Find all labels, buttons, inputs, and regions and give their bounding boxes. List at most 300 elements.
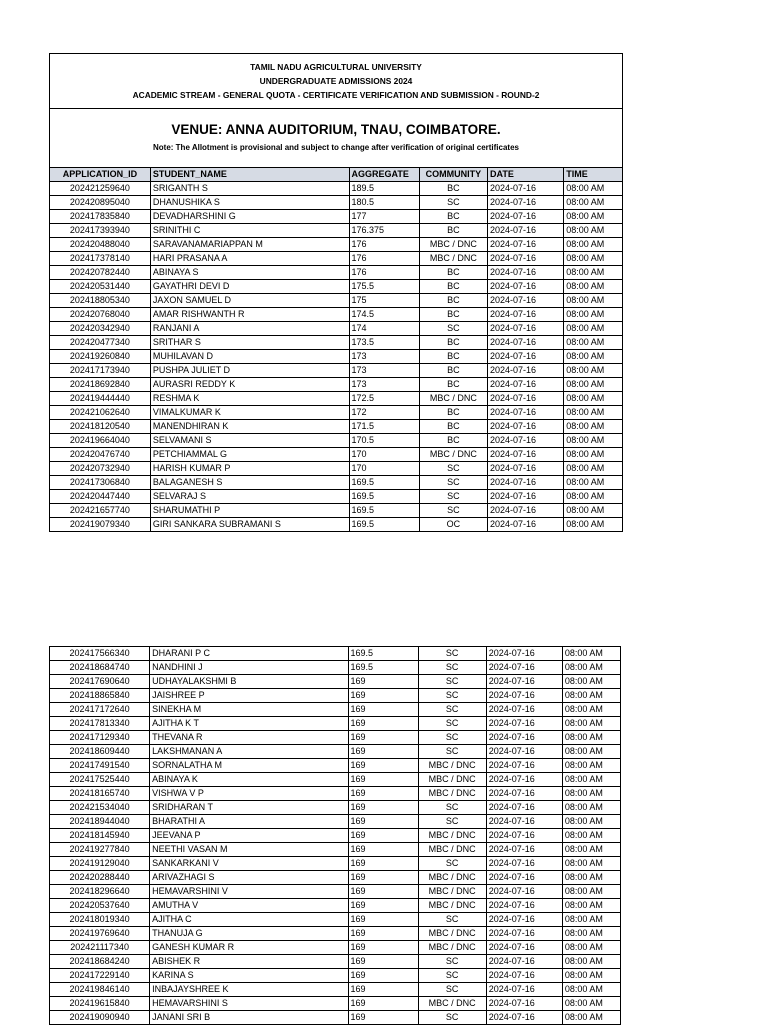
student-name-cell: HEMAVARSHINI V xyxy=(150,885,348,899)
time-cell: 08:00 AM xyxy=(562,787,620,801)
community-cell: MBC / DNC xyxy=(418,787,486,801)
application-id-cell: 202417690640 xyxy=(50,675,150,689)
aggregate-cell: 169 xyxy=(348,745,418,759)
application-id-cell: 202418609440 xyxy=(50,745,150,759)
date-cell: 2024-07-16 xyxy=(486,689,562,703)
aggregate-cell: 171.5 xyxy=(349,420,419,434)
community-cell: MBC / DNC xyxy=(419,252,487,266)
aggregate-cell: 176 xyxy=(349,252,419,266)
table-row xyxy=(50,420,622,434)
student-name-cell: ABINAYA K xyxy=(150,773,348,787)
aggregate-cell: 169.5 xyxy=(348,661,418,675)
date-cell: 2024-07-16 xyxy=(486,801,562,815)
venue-title: VENUE: ANNA AUDITORIUM, TNAU, COIMBATORE. xyxy=(171,122,501,137)
student-name-cell: ABISHEK R xyxy=(150,955,348,969)
student-name-cell: HARISH KUMAR P xyxy=(150,462,349,476)
table-row xyxy=(50,238,622,252)
student-name-cell: SANKARKANI V xyxy=(150,857,348,871)
community-cell: BC xyxy=(419,224,487,238)
community-cell: SC xyxy=(418,689,486,703)
application-id-cell: 202419664040 xyxy=(50,434,150,448)
student-name-cell: NANDHINI J xyxy=(150,661,348,675)
time-cell: 08:00 AM xyxy=(562,871,620,885)
col-header-date: DATE xyxy=(488,168,564,182)
student-name-cell: NEETHI VASAN M xyxy=(150,843,348,857)
student-name-cell: PUSHPA JULIET D xyxy=(150,364,349,378)
date-cell: 2024-07-16 xyxy=(488,266,564,280)
table-row xyxy=(50,675,621,689)
time-cell: 08:00 AM xyxy=(562,899,620,913)
table-row xyxy=(50,661,621,675)
application-id-cell: 202417491540 xyxy=(50,759,150,773)
table-row xyxy=(50,731,621,745)
date-cell: 2024-07-16 xyxy=(488,238,564,252)
time-cell: 08:00 AM xyxy=(562,955,620,969)
community-cell: BC xyxy=(419,364,487,378)
student-name-cell: SRINITHI C xyxy=(150,224,349,238)
date-cell: 2024-07-16 xyxy=(486,745,562,759)
time-cell: 08:00 AM xyxy=(564,350,622,364)
application-id-cell: 202419079340 xyxy=(50,518,150,532)
student-name-cell: INBAJAYSHREE K xyxy=(150,983,348,997)
application-id-cell: 202420732940 xyxy=(50,462,150,476)
date-cell: 2024-07-16 xyxy=(488,392,564,406)
time-cell: 08:00 AM xyxy=(562,689,620,703)
aggregate-cell: 169 xyxy=(348,801,418,815)
community-cell: SC xyxy=(419,196,487,210)
student-name-cell: JAISHREE P xyxy=(150,689,348,703)
application-id-cell: 202417129340 xyxy=(50,731,150,745)
student-name-cell: JANANI SRI B xyxy=(150,1011,348,1025)
time-cell: 08:00 AM xyxy=(564,392,622,406)
application-id-cell: 202421259640 xyxy=(50,182,150,196)
time-cell: 08:00 AM xyxy=(562,913,620,927)
time-cell: 08:00 AM xyxy=(564,294,622,308)
table-row xyxy=(50,871,621,885)
date-cell: 2024-07-16 xyxy=(486,717,562,731)
table-row xyxy=(50,308,622,322)
application-id-cell: 202420447440 xyxy=(50,490,150,504)
community-cell: OC xyxy=(419,518,487,532)
application-id-cell: 202419769640 xyxy=(50,927,150,941)
student-name-cell: SELVAMANI S xyxy=(150,434,349,448)
aggregate-cell: 169 xyxy=(348,843,418,857)
date-cell: 2024-07-16 xyxy=(486,759,562,773)
student-name-cell: SELVARAJ S xyxy=(150,490,349,504)
student-name-cell: UDHAYALAKSHMI B xyxy=(150,675,348,689)
application-id-cell: 202420537640 xyxy=(50,899,150,913)
date-cell: 2024-07-16 xyxy=(488,224,564,238)
student-name-cell: MANENDHIRAN K xyxy=(150,420,349,434)
application-id-cell: 202418684240 xyxy=(50,955,150,969)
aggregate-cell: 176.375 xyxy=(349,224,419,238)
table-row xyxy=(50,504,622,518)
student-name-cell: AJITHA C xyxy=(150,913,348,927)
date-cell: 2024-07-16 xyxy=(488,420,564,434)
date-cell: 2024-07-16 xyxy=(486,675,562,689)
application-id-cell: 202419260840 xyxy=(50,350,150,364)
time-cell: 08:00 AM xyxy=(562,829,620,843)
table-row xyxy=(50,476,622,490)
community-cell: SC xyxy=(419,322,487,336)
aggregate-cell: 169 xyxy=(348,717,418,731)
aggregate-cell: 169 xyxy=(348,689,418,703)
community-cell: SC xyxy=(418,647,486,661)
aggregate-cell: 174 xyxy=(349,322,419,336)
table-row xyxy=(50,406,622,420)
community-cell: MBC / DNC xyxy=(419,448,487,462)
community-cell: BC xyxy=(419,294,487,308)
table-row xyxy=(50,322,622,336)
date-cell: 2024-07-16 xyxy=(488,280,564,294)
community-cell: SC xyxy=(418,815,486,829)
admissions-title: UNDERGRADUATE ADMISSIONS 2024 xyxy=(259,76,413,86)
student-name-cell: MUHILAVAN D xyxy=(150,350,349,364)
date-cell: 2024-07-16 xyxy=(488,462,564,476)
application-id-cell: 202419129040 xyxy=(50,857,150,871)
aggregate-cell: 172 xyxy=(349,406,419,420)
table-row xyxy=(50,829,621,843)
student-name-cell: SRITHAR S xyxy=(150,336,349,350)
application-id-cell: 202418165740 xyxy=(50,787,150,801)
date-cell: 2024-07-16 xyxy=(486,647,562,661)
student-name-cell: DHANUSHIKA S xyxy=(150,196,349,210)
date-cell: 2024-07-16 xyxy=(486,843,562,857)
community-cell: BC xyxy=(419,350,487,364)
student-name-cell: DHARANI P C xyxy=(150,647,348,661)
community-cell: SC xyxy=(418,983,486,997)
application-id-cell: 202417813340 xyxy=(50,717,150,731)
community-cell: SC xyxy=(418,745,486,759)
col-header-application-id: APPLICATION_ID xyxy=(50,168,150,182)
date-cell: 2024-07-16 xyxy=(488,518,564,532)
time-cell: 08:00 AM xyxy=(564,322,622,336)
time-cell: 08:00 AM xyxy=(562,703,620,717)
table-row xyxy=(50,899,621,913)
date-cell: 2024-07-16 xyxy=(486,731,562,745)
community-cell: MBC / DNC xyxy=(419,238,487,252)
table-row xyxy=(50,448,622,462)
table-row xyxy=(50,490,622,504)
student-name-cell: JEEVANA P xyxy=(150,829,348,843)
student-name-cell: LAKSHMANAN A xyxy=(150,745,348,759)
date-cell: 2024-07-16 xyxy=(488,434,564,448)
aggregate-cell: 169 xyxy=(348,899,418,913)
table-row xyxy=(50,462,622,476)
application-id-cell: 202417378140 xyxy=(50,252,150,266)
time-cell: 08:00 AM xyxy=(562,885,620,899)
aggregate-cell: 169 xyxy=(348,983,418,997)
aggregate-cell: 173 xyxy=(349,378,419,392)
application-id-cell: 202417835840 xyxy=(50,210,150,224)
student-name-cell: GAYATHRI DEVI D xyxy=(150,280,349,294)
date-cell: 2024-07-16 xyxy=(486,815,562,829)
student-name-cell: AMUTHA V xyxy=(150,899,348,913)
date-cell: 2024-07-16 xyxy=(488,336,564,350)
aggregate-cell: 175.5 xyxy=(349,280,419,294)
aggregate-cell: 169 xyxy=(348,941,418,955)
community-cell: MBC / DNC xyxy=(418,941,486,955)
application-id-cell: 202420342940 xyxy=(50,322,150,336)
aggregate-cell: 169 xyxy=(348,829,418,843)
student-name-cell: RANJANI A xyxy=(150,322,349,336)
time-cell: 08:00 AM xyxy=(562,675,620,689)
table-row xyxy=(50,983,621,997)
date-cell: 2024-07-16 xyxy=(486,773,562,787)
date-cell: 2024-07-16 xyxy=(486,661,562,675)
table-row xyxy=(50,210,622,224)
community-cell: BC xyxy=(419,420,487,434)
time-cell: 08:00 AM xyxy=(564,406,622,420)
student-name-cell: JAXON SAMUEL D xyxy=(150,294,349,308)
application-id-cell: 202420895040 xyxy=(50,196,150,210)
aggregate-cell: 170 xyxy=(349,448,419,462)
aggregate-cell: 169 xyxy=(348,1011,418,1025)
student-name-cell: GIRI SANKARA SUBRAMANI S xyxy=(150,518,349,532)
col-header-student-name: STUDENT_NAME xyxy=(150,168,349,182)
table-row xyxy=(50,885,621,899)
table-row xyxy=(50,941,621,955)
aggregate-cell: 173.5 xyxy=(349,336,419,350)
community-cell: MBC / DNC xyxy=(418,871,486,885)
student-name-cell: HARI PRASANA A xyxy=(150,252,349,266)
application-id-cell: 202420531440 xyxy=(50,280,150,294)
application-id-cell: 202417172640 xyxy=(50,703,150,717)
application-id-cell: 202419846140 xyxy=(50,983,150,997)
aggregate-cell: 170.5 xyxy=(349,434,419,448)
student-name-cell: VIMALKUMAR K xyxy=(150,406,349,420)
time-cell: 08:00 AM xyxy=(564,238,622,252)
table-row xyxy=(50,280,622,294)
community-cell: SC xyxy=(418,717,486,731)
date-cell: 2024-07-16 xyxy=(488,252,564,266)
table-row xyxy=(50,1011,621,1025)
table-row xyxy=(50,224,622,238)
time-cell: 08:00 AM xyxy=(562,941,620,955)
col-header-community: COMMUNITY xyxy=(419,168,487,182)
time-cell: 08:00 AM xyxy=(564,476,622,490)
table-row xyxy=(50,801,621,815)
table-row xyxy=(50,196,622,210)
allotment-sheet-page-1 xyxy=(49,53,623,532)
date-cell: 2024-07-16 xyxy=(488,182,564,196)
date-cell: 2024-07-16 xyxy=(488,196,564,210)
date-cell: 2024-07-16 xyxy=(486,857,562,871)
aggregate-cell: 189.5 xyxy=(349,182,419,196)
aggregate-cell: 169.5 xyxy=(349,504,419,518)
table-row xyxy=(50,745,621,759)
table-row xyxy=(50,689,621,703)
time-cell: 08:00 AM xyxy=(562,731,620,745)
date-cell: 2024-07-16 xyxy=(486,997,562,1011)
time-cell: 08:00 AM xyxy=(562,745,620,759)
aggregate-cell: 180.5 xyxy=(349,196,419,210)
community-cell: SC xyxy=(418,913,486,927)
allotment-sheet-page-2 xyxy=(49,646,621,1025)
student-name-cell: AURASRI REDDY K xyxy=(150,378,349,392)
student-name-cell: ARIVAZHAGI S xyxy=(150,871,348,885)
table-row xyxy=(50,364,622,378)
application-id-cell: 202420782440 xyxy=(50,266,150,280)
col-header-aggregate: AGGREGATE xyxy=(349,168,419,182)
table-row xyxy=(50,378,622,392)
community-cell: MBC / DNC xyxy=(418,899,486,913)
community-cell: BC xyxy=(419,280,487,294)
community-cell: SC xyxy=(419,462,487,476)
date-cell: 2024-07-16 xyxy=(486,885,562,899)
time-cell: 08:00 AM xyxy=(562,997,620,1011)
aggregate-cell: 169 xyxy=(348,885,418,899)
time-cell: 08:00 AM xyxy=(564,378,622,392)
application-id-cell: 202418145940 xyxy=(50,829,150,843)
community-cell: BC xyxy=(419,378,487,392)
date-cell: 2024-07-16 xyxy=(486,969,562,983)
date-cell: 2024-07-16 xyxy=(486,955,562,969)
table-row xyxy=(50,252,622,266)
application-id-cell: 202419277840 xyxy=(50,843,150,857)
student-name-cell: SRIGANTH S xyxy=(150,182,349,196)
aggregate-cell: 177 xyxy=(349,210,419,224)
application-id-cell: 202420288440 xyxy=(50,871,150,885)
time-cell: 08:00 AM xyxy=(562,759,620,773)
time-cell: 08:00 AM xyxy=(564,280,622,294)
application-id-cell: 202417393940 xyxy=(50,224,150,238)
application-id-cell: 202417525440 xyxy=(50,773,150,787)
aggregate-cell: 169 xyxy=(348,787,418,801)
date-cell: 2024-07-16 xyxy=(486,927,562,941)
table-row xyxy=(50,182,622,196)
application-id-cell: 202417566340 xyxy=(50,647,150,661)
application-id-cell: 202417173940 xyxy=(50,364,150,378)
table-row xyxy=(50,434,622,448)
application-id-cell: 202418805340 xyxy=(50,294,150,308)
community-cell: SC xyxy=(418,1011,486,1025)
aggregate-cell: 169 xyxy=(348,731,418,745)
application-id-cell: 202420476740 xyxy=(50,448,150,462)
time-cell: 08:00 AM xyxy=(564,308,622,322)
table-row xyxy=(50,927,621,941)
community-cell: MBC / DNC xyxy=(418,773,486,787)
application-id-cell: 202421062640 xyxy=(50,406,150,420)
table-row xyxy=(50,518,622,532)
student-name-cell: GANESH KUMAR R xyxy=(150,941,348,955)
community-cell: BC xyxy=(419,266,487,280)
student-name-cell: BALAGANESH S xyxy=(150,476,349,490)
community-cell: MBC / DNC xyxy=(418,997,486,1011)
aggregate-cell: 176 xyxy=(349,266,419,280)
student-name-cell: SORNALATHA M xyxy=(150,759,348,773)
table-row xyxy=(50,955,621,969)
table-row xyxy=(50,815,621,829)
time-cell: 08:00 AM xyxy=(564,364,622,378)
aggregate-cell: 169 xyxy=(348,969,418,983)
student-name-cell: THANUJA G xyxy=(150,927,348,941)
table-row xyxy=(50,294,622,308)
time-cell: 08:00 AM xyxy=(562,647,620,661)
time-cell: 08:00 AM xyxy=(564,518,622,532)
time-cell: 08:00 AM xyxy=(562,661,620,675)
student-name-cell: DEVADHARSHINI G xyxy=(150,210,349,224)
aggregate-cell: 169 xyxy=(348,913,418,927)
student-name-cell: BHARATHI A xyxy=(150,815,348,829)
time-cell: 08:00 AM xyxy=(564,266,622,280)
community-cell: SC xyxy=(418,731,486,745)
community-cell: MBC / DNC xyxy=(418,829,486,843)
time-cell: 08:00 AM xyxy=(562,857,620,871)
allotment-table-2 xyxy=(49,646,621,1025)
aggregate-cell: 176 xyxy=(349,238,419,252)
table-row xyxy=(50,843,621,857)
application-id-cell: 202419444440 xyxy=(50,392,150,406)
time-cell: 08:00 AM xyxy=(564,196,622,210)
student-name-cell: VISHWA V P xyxy=(150,787,348,801)
student-name-cell: RESHMA K xyxy=(150,392,349,406)
date-cell: 2024-07-16 xyxy=(486,787,562,801)
community-cell: SC xyxy=(418,661,486,675)
date-cell: 2024-07-16 xyxy=(488,448,564,462)
date-cell: 2024-07-16 xyxy=(488,308,564,322)
community-cell: BC xyxy=(419,406,487,420)
allotment-note: Note: The Allotment is provisional and subject to change after verification of original certificates xyxy=(153,143,519,152)
application-id-cell: 202419615840 xyxy=(50,997,150,1011)
time-cell: 08:00 AM xyxy=(562,969,620,983)
date-cell: 2024-07-16 xyxy=(486,871,562,885)
stream-title: ACADEMIC STREAM - GENERAL QUOTA - CERTIFICATE VERIFICATION AND SUBMISSION - ROUND-2 xyxy=(132,90,540,100)
student-name-cell: AJITHA K T xyxy=(150,717,348,731)
time-cell: 08:00 AM xyxy=(562,773,620,787)
table-row xyxy=(50,773,621,787)
community-cell: SC xyxy=(418,675,486,689)
col-header-time: TIME xyxy=(564,168,622,182)
table-row xyxy=(50,266,622,280)
student-name-cell: AMAR RISHWANTH R xyxy=(150,308,349,322)
aggregate-cell: 169.5 xyxy=(349,476,419,490)
allotment-table-1 xyxy=(50,167,622,531)
application-id-cell: 202418944040 xyxy=(50,815,150,829)
date-cell: 2024-07-16 xyxy=(488,350,564,364)
application-id-cell: 202421117340 xyxy=(50,941,150,955)
aggregate-cell: 172.5 xyxy=(349,392,419,406)
student-name-cell: ABINAYA S xyxy=(150,266,349,280)
time-cell: 08:00 AM xyxy=(562,1011,620,1025)
aggregate-cell: 173 xyxy=(349,350,419,364)
date-cell: 2024-07-16 xyxy=(488,476,564,490)
community-cell: MBC / DNC xyxy=(418,885,486,899)
student-name-cell: PETCHIAMMAL G xyxy=(150,448,349,462)
time-cell: 08:00 AM xyxy=(562,717,620,731)
university-title: TAMIL NADU AGRICULTURAL UNIVERSITY xyxy=(250,62,422,72)
time-cell: 08:00 AM xyxy=(564,336,622,350)
time-cell: 08:00 AM xyxy=(564,252,622,266)
community-cell: MBC / DNC xyxy=(418,843,486,857)
community-cell: SC xyxy=(419,490,487,504)
application-id-cell: 202419090940 xyxy=(50,1011,150,1025)
community-cell: MBC / DNC xyxy=(418,759,486,773)
aggregate-cell: 169 xyxy=(348,815,418,829)
community-cell: BC xyxy=(419,434,487,448)
date-cell: 2024-07-16 xyxy=(488,378,564,392)
aggregate-cell: 169.5 xyxy=(349,518,419,532)
application-id-cell: 202418019340 xyxy=(50,913,150,927)
table-row xyxy=(50,717,621,731)
application-id-cell: 202418684740 xyxy=(50,661,150,675)
aggregate-cell: 173 xyxy=(349,364,419,378)
time-cell: 08:00 AM xyxy=(562,983,620,997)
community-cell: SC xyxy=(418,857,486,871)
aggregate-cell: 170 xyxy=(349,462,419,476)
table-row xyxy=(50,759,621,773)
application-id-cell: 202421657740 xyxy=(50,504,150,518)
